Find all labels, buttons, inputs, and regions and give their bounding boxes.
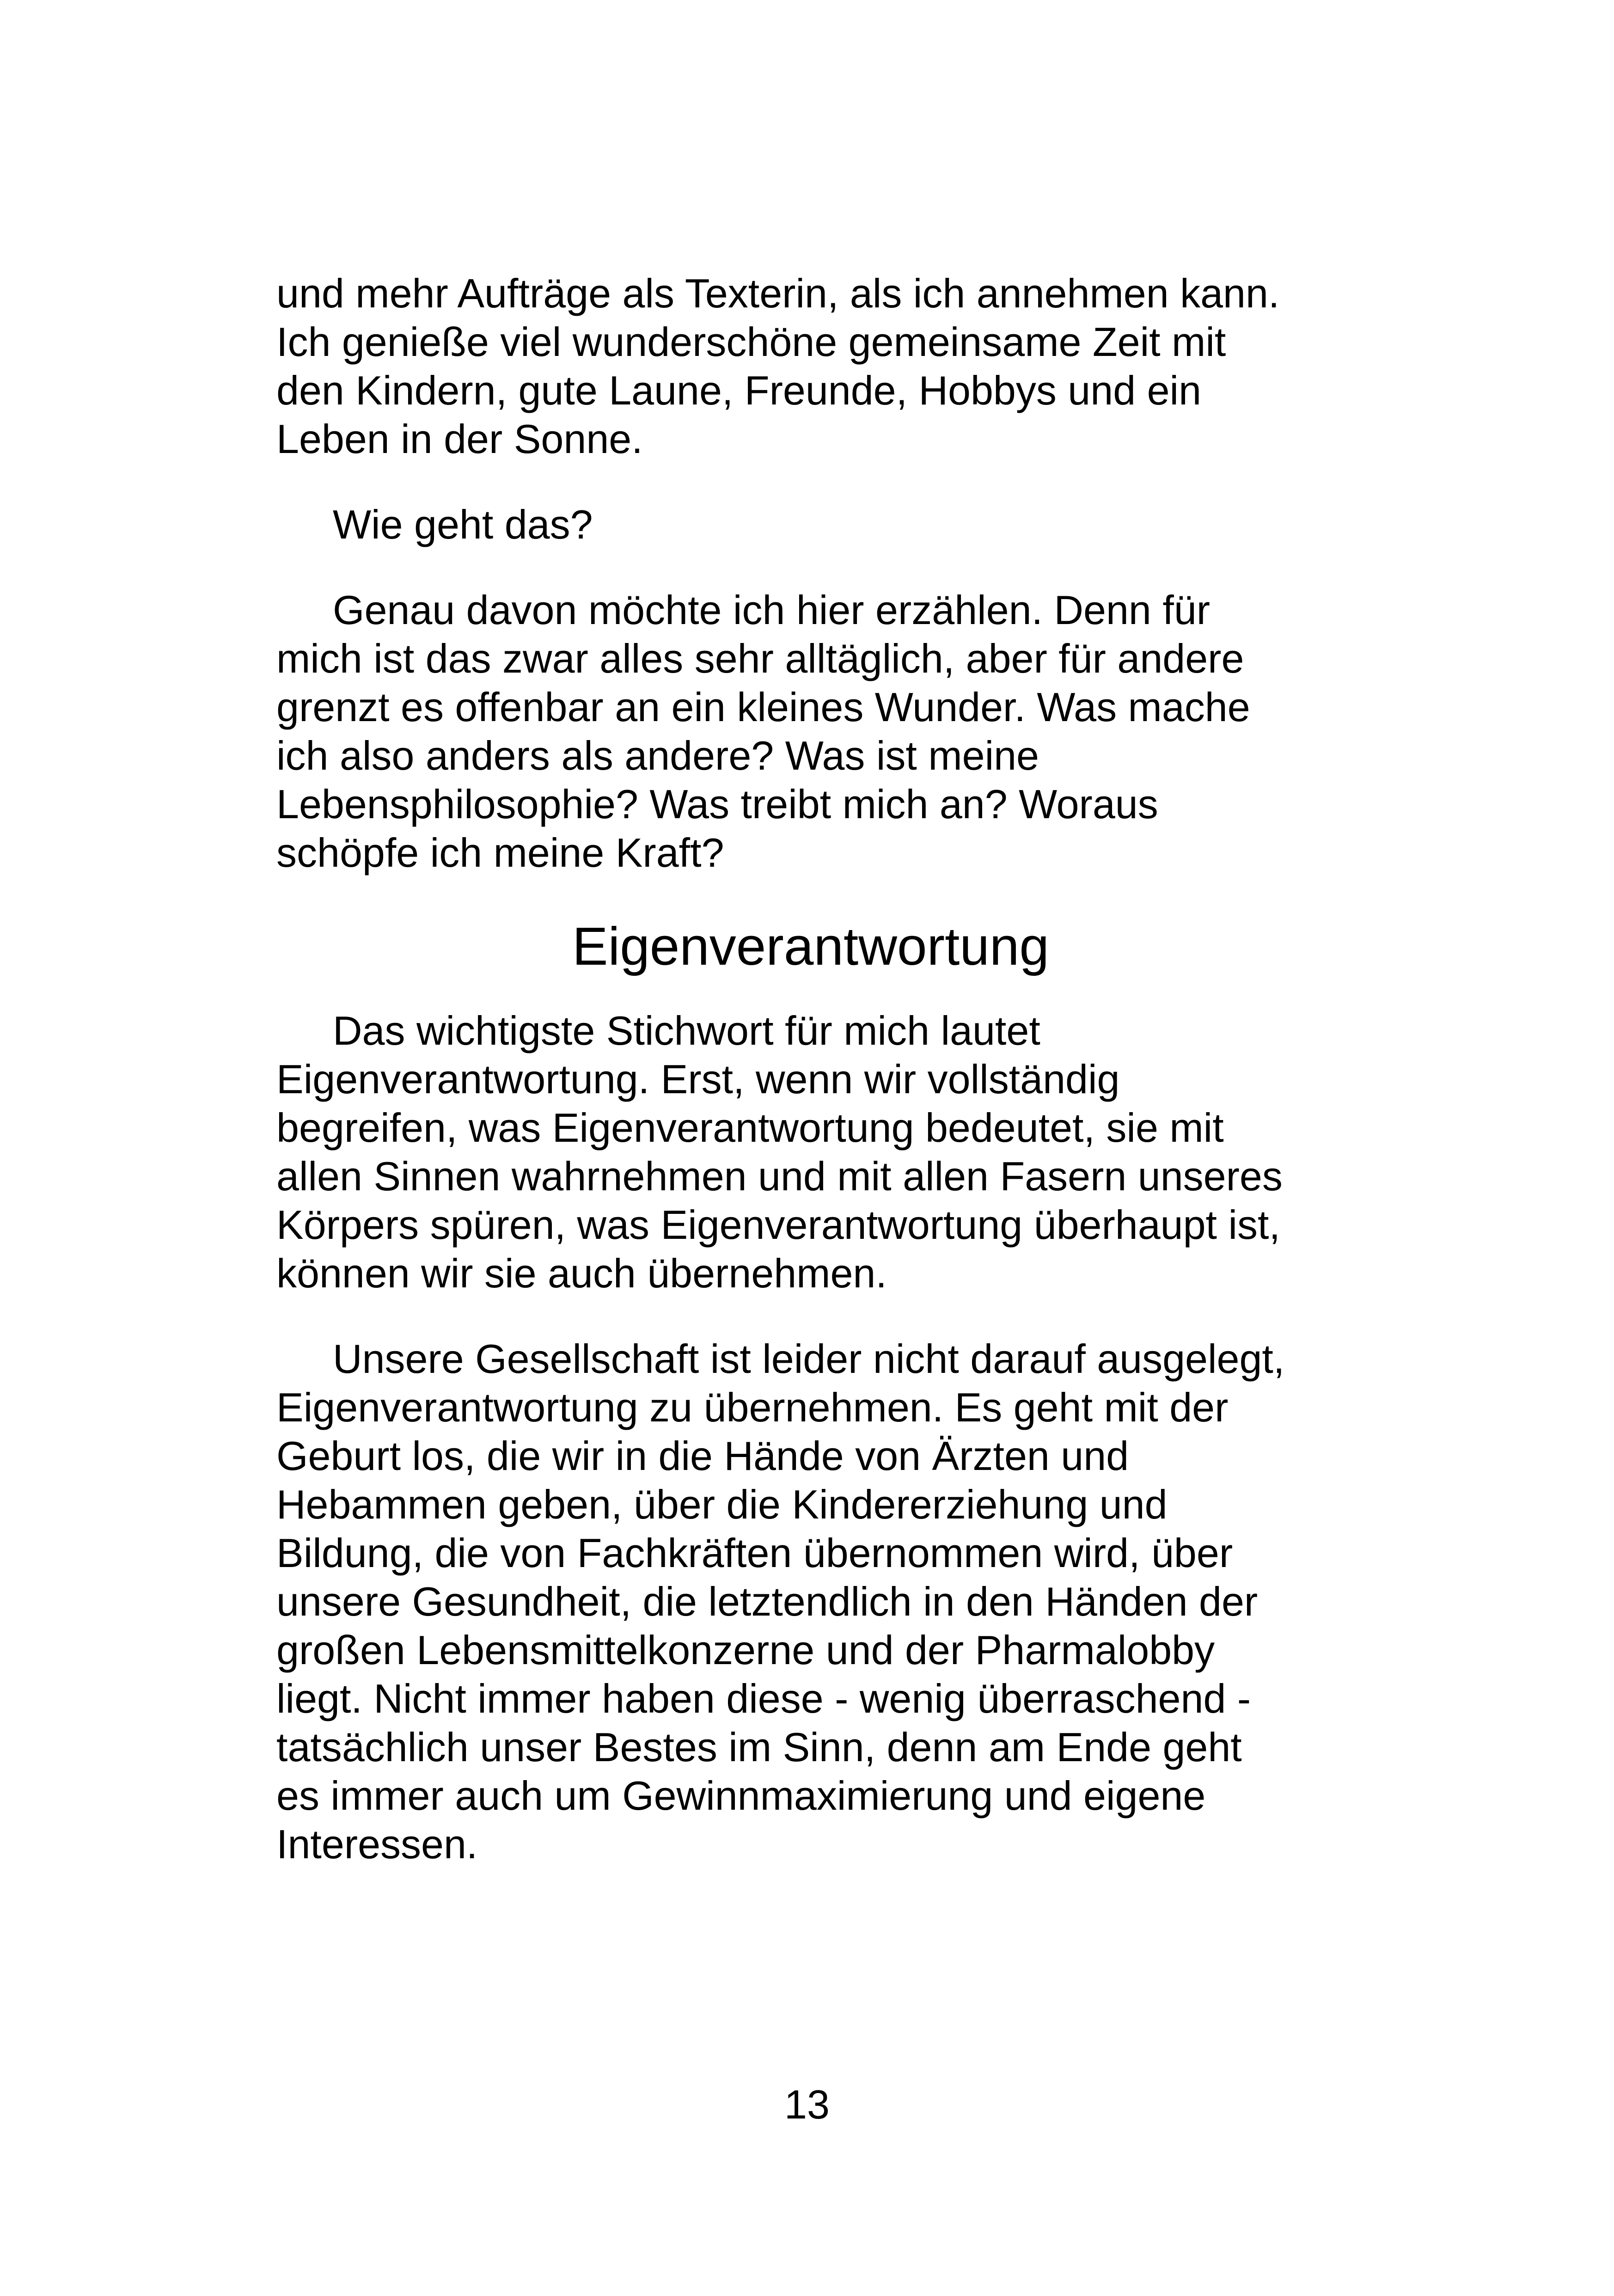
text-line: allen Sinnen wahrnehmen und mit allen Fasern unseres [276, 1153, 1283, 1199]
text-line: und mehr Aufträge als Texterin, als ich annehmen kann. [276, 270, 1280, 316]
text-line: Lebensphilosophie? Was treibt mich an? Woraus [276, 781, 1158, 827]
paragraph-2 [276, 500, 1345, 549]
text-line: es immer auch um Gewinnmaximierung und eigene [276, 1773, 1206, 1818]
text-line: Bildung, die von Fachkräften übernommen wird, über [276, 1530, 1233, 1576]
text-line: Unsere Gesellschaft ist leider nicht darauf ausgelegt, [333, 1336, 1285, 1382]
text-line: Genau davon möchte ich hier erzählen. Denn für [333, 587, 1210, 633]
text-line: Leben in der Sonne. [276, 416, 643, 462]
text-line: liegt. Nicht immer haben diese - wenig überraschend - [276, 1676, 1251, 1721]
text-line: mich ist das zwar alles sehr alltäglich, aber für andere [276, 636, 1244, 681]
text-line: Ich genieße viel wunderschöne gemeinsame Zeit mit [276, 319, 1226, 365]
text-line: tatsächlich unser Bestes im Sinn, denn am Ende geht [276, 1724, 1242, 1770]
text-line: Geburt los, die wir in die Hände von Ärzten und [276, 1433, 1129, 1479]
text-line: Interessen. [276, 1821, 478, 1867]
text-line: begreifen, was Eigenverantwortung bedeutet, sie mit [276, 1105, 1224, 1151]
text-line: großen Lebensmittelkonzerne und der Pharmalobby [276, 1627, 1215, 1673]
page-number: 13 [784, 2082, 830, 2127]
text-line: grenzt es offenbar an ein kleines Wunder. Was mache [276, 684, 1250, 730]
paragraph-1 [276, 269, 1345, 463]
text-line: unsere Gesundheit, die letztendlich in den Händen der [276, 1579, 1258, 1624]
section-heading: Eigenverantwortung [572, 916, 1049, 976]
page-content [276, 269, 1345, 1905]
text-line: Eigenverantwortung. Erst, wenn wir vollständig [276, 1056, 1120, 1102]
paragraph-4 [276, 1006, 1345, 1298]
text-line: schöpfe ich meine Kraft? [276, 830, 724, 876]
text-line: Körpers spüren, was Eigenverantwortung überhaupt ist, [276, 1202, 1280, 1248]
text-line: Hebammen geben, über die Kindererziehung und [276, 1482, 1168, 1527]
paragraph-3 [276, 586, 1345, 877]
text-line: ich also anders als andere? Was ist meine [276, 733, 1039, 778]
text-line: Eigenverantwortung zu übernehmen. Es geht mit der [276, 1384, 1229, 1430]
text-line: Das wichtigste Stichwort für mich lautet [333, 1008, 1040, 1053]
text-line: Wie geht das? [333, 502, 593, 547]
text-line: können wir sie auch übernehmen. [276, 1250, 887, 1296]
text-line: den Kindern, gute Laune, Freunde, Hobbys und ein [276, 367, 1202, 413]
paragraph-5 [276, 1335, 1345, 1868]
